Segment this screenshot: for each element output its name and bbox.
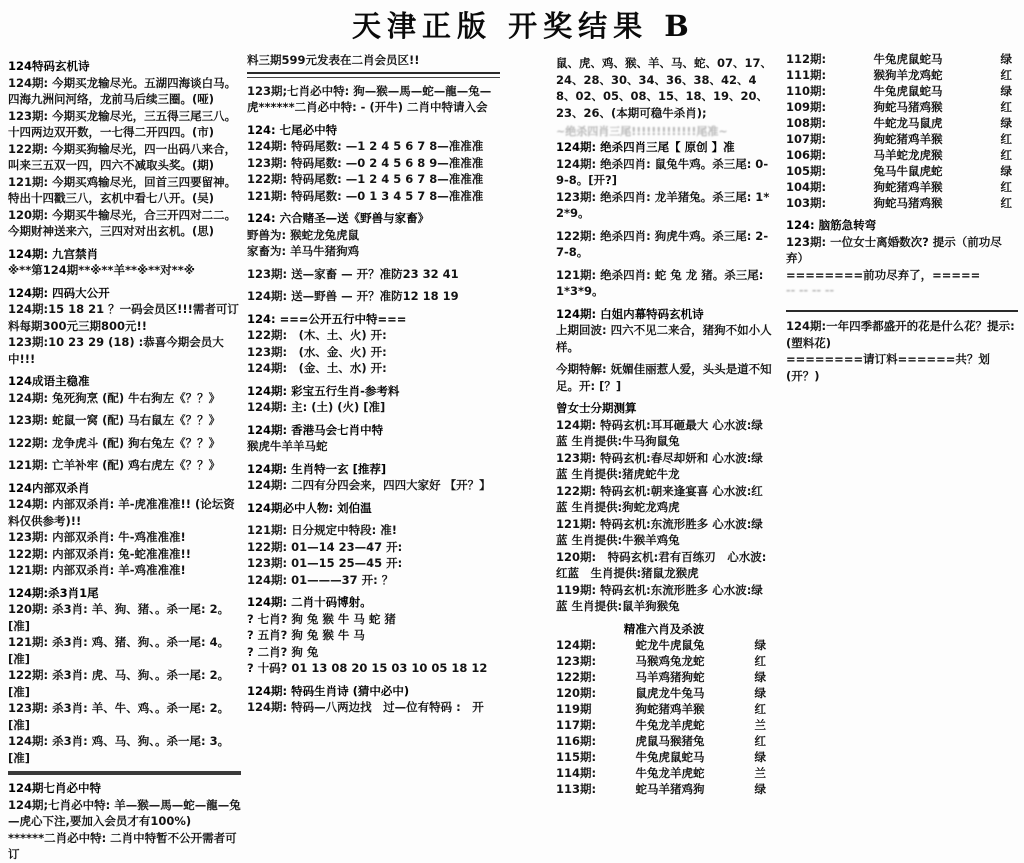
wave-color: 红	[754, 701, 766, 716]
section-header: 124: ===公开五行中特===	[247, 311, 407, 326]
zodiac-set: 牛兔虎鼠蛇马	[873, 52, 943, 66]
section-header: 124期:杀3肖1尾	[8, 585, 99, 600]
zodiac-set: 蛇龙牛虎鼠兔	[635, 637, 705, 652]
text-line: 123期: 01—15 25—45 开:	[247, 556, 403, 570]
wave-color: 绿	[1000, 84, 1012, 98]
text-line: 124期: 绝杀四肖: 鼠兔牛鸡。杀三尾: 0-9-8。[开?]	[556, 156, 769, 187]
period-label: 120期:	[556, 685, 597, 700]
text-line: 124期: 杀3肖: 鸡、马、狗、。杀一尾: 3。[准]	[8, 734, 230, 765]
zodiac-history-row	[786, 147, 1018, 163]
text-line: 121期: 特码尾数: —0 1 3 4 5 7 8—准准准	[247, 188, 484, 203]
zodiac-set: 虎鼠马猴猪兔	[635, 733, 705, 748]
text-line: 122期: 绝杀四肖: 狗虎牛鸡。杀三尾: 2-7-8。	[556, 228, 769, 259]
text-line: 121期: 日分规定中特段: 准!	[247, 523, 397, 537]
column-tail-predictions	[247, 52, 500, 716]
zodiac-set: 马猴鸡兔龙蛇	[635, 653, 705, 668]
text-line: ? 二肖? 狗 兔	[247, 644, 319, 659]
period-label: 110期:	[786, 84, 827, 98]
text-line: 123期;七肖必中特: 狗—猴—馬—蛇—龍—兔—虎******二肖必中特: - (开牛) 二肖中特请入会	[247, 83, 492, 114]
wave-color: 红	[1000, 196, 1012, 210]
text-line: 121期: 今期买鸡输尽光，回首三四要留神。特出十四戳三八，玄机中看七八开。(吴)	[8, 174, 237, 205]
section-header: 124: 脑筋急转弯	[786, 218, 877, 232]
wave-color: 红	[1000, 148, 1012, 162]
wave-color: 红	[754, 653, 766, 668]
text-line: 122期: 特码尾数: —1 2 4 5 6 7 8—准准准	[247, 172, 484, 186]
text-line: 123期: 今期买龙输尽光，三五得三尾三八。十四两边双开数，一七得二开四四。(市)	[8, 108, 237, 139]
text-line: 124期:15 18 21 ？一码会员区!!!需者可订料每期300元三期800元!!	[8, 302, 239, 333]
text-line: 122期: 龙争虎斗 (配) 狗右兔左《？？》	[8, 435, 221, 450]
section-header: 124期: 四码大公开	[8, 285, 110, 300]
text-line: 124期: 特码—八两边找 过—位有特码 : 开	[247, 700, 484, 714]
text-line: 123期: 内部双杀肖: 牛-鸡准准准!	[8, 530, 186, 544]
zodiac-history-row	[786, 99, 1018, 115]
wave-color: 绿	[754, 781, 766, 796]
zodiac-set: 狗蛇猪鸡羊猴	[873, 132, 943, 146]
section-header: 124期: 九宫禁肖	[8, 246, 99, 261]
section-header: 124期: 香港马会七肖中特	[247, 422, 384, 437]
zodiac-history-row	[786, 195, 1018, 211]
period-label: 115期:	[556, 749, 597, 764]
double-divider	[247, 72, 500, 78]
zodiac-history-row	[556, 733, 772, 749]
period-label: 111期:	[786, 68, 827, 82]
text-line: 122期: 今期买狗输尽光，四一出码八来合，叫来三五双一四，四六不减取头奖。(期)	[8, 141, 237, 172]
period-label: 104期:	[786, 180, 827, 194]
section-header: 124期: 二肖十码博射。	[247, 595, 372, 609]
wave-color: 绿	[754, 749, 766, 764]
zodiac-set: 狗蛇马猪鸡猴	[873, 196, 943, 210]
text-line: 鼠、虎、鸡、猴、羊、马、蛇、07、17、24、28、30、34、36、38、42、48、02、05、08、15、18、19、20、23、26、(本期可稳牛杀肖);	[556, 56, 773, 120]
section-header: 124: 七尾必中特	[247, 122, 338, 137]
period-label: 113期:	[556, 781, 597, 796]
zodiac-history-row	[556, 765, 772, 781]
text-line: 124期;七肖必中特: 羊—猴—馬—蛇—龍—兔—虎心下注,要加入会员才有100%)	[8, 797, 241, 828]
text-line: ========前功尽弃了，=====	[786, 267, 981, 282]
section-header: 124期: 特码生肖诗 (猜中必中)	[247, 683, 410, 698]
text-line: 家畜为: 羊马牛猪狗鸡	[247, 244, 360, 258]
period-label: 103期:	[786, 196, 827, 210]
section-header: 曾女士分期测算	[556, 401, 637, 415]
period-label: 112期:	[786, 52, 827, 66]
section-header: 124期: 生肖特一玄 [推荐]	[247, 461, 387, 476]
wave-color: 绿	[754, 669, 766, 684]
text-line: 123期: (水、金、火) 开:	[247, 344, 387, 359]
text-line: 123期: 蛇鼠一窝 (配) 马右鼠左《？？》	[8, 413, 221, 427]
text-line: 123期: 送—家畜 — 开？准防23 32 41	[247, 266, 459, 281]
section-header: 124期必中人物: 刘伯温	[247, 500, 372, 515]
text-line: ※**第124期**※**羊**※**对**※	[8, 263, 195, 277]
text-line: 124期: 二四有分四会来，四四大家好 【开？】	[247, 478, 491, 492]
text-line: 124期:一年四季都盛开的花是什么花？提示:(塑料花)	[786, 319, 1015, 350]
wave-color: 绿	[754, 685, 766, 700]
text-line: 123期:10 23 29 (18) :恭喜今期会员大中!!!	[8, 335, 224, 366]
section-header: 124期七肖必中特	[8, 781, 102, 795]
text-line: 122期: 特码玄机:朝来逢宴喜 心水波:红蓝 生肖提供:狗蛇龙鸡虎	[556, 483, 763, 514]
smudged-text-line: ~绝杀四肖三尾!!!!!!!!!!!!!尾准~	[556, 125, 728, 138]
zodiac-set: 牛兔龙羊虎蛇	[635, 717, 705, 732]
zodiac-history-row	[556, 781, 772, 797]
text-line: 124期: 内部双杀肖: 羊-虎准准准!! (论坛资料仅供参考)!!	[8, 497, 235, 528]
text-line: ******二肖必中特: 二肖中特暂不公开需者可订	[8, 830, 237, 861]
text-line: 123期: 绝杀四肖: 龙羊猪兔。杀三尾: 1*2*9。	[556, 189, 770, 220]
spacer	[786, 298, 1018, 304]
text-line: ========请订料======共？划 (开？)	[786, 352, 990, 383]
text-line: 121期: 内部双杀肖: 羊-鸡准准准!	[8, 563, 186, 577]
zodiac-set: 狗蛇猪鸡羊猴	[635, 701, 705, 716]
zodiac-history-row	[786, 179, 1018, 195]
period-label: 108期:	[786, 116, 827, 130]
text-line: 124期: 01———37 开: ？	[247, 572, 394, 587]
period-label: 119期	[556, 701, 592, 716]
zodiac-set: 兔马牛鼠虎蛇	[873, 164, 943, 178]
text-line: 124期: 主: (土) (火) [准]	[247, 400, 386, 414]
period-label: 109期:	[786, 100, 827, 114]
zodiac-history-row	[786, 131, 1018, 147]
zodiac-history-row	[556, 669, 772, 685]
wave-color: 红	[1000, 100, 1012, 114]
zodiac-history-row	[786, 51, 1018, 67]
text-line: 121期: 绝杀四肖: 蛇 兔 龙 猪。杀三尾: 1*3*9。	[556, 267, 764, 298]
wave-color: 红	[754, 733, 766, 748]
zodiac-history-row	[556, 749, 772, 765]
text-line: 122期: 杀3肖: 虎、马、狗、。杀一尾: 2。[准]	[8, 668, 230, 699]
zodiac-history-row	[556, 717, 772, 733]
text-line: 124期: 特码玄机:耳耳砸最大 心水波:绿蓝 生肖提供:牛马狗鼠兔	[556, 417, 763, 448]
text-line: ? 十码? 01 13 08 20 15 03 10 05 18 12	[247, 661, 488, 675]
zodiac-set: 牛蛇龙马鼠虎	[873, 116, 943, 130]
text-line: 野兽为: 猴蛇龙兔虎鼠	[247, 227, 360, 242]
period-label: 116期:	[556, 733, 597, 748]
text-line: 124期: (金、土、水) 开:	[247, 361, 387, 375]
zodiac-set: 鼠虎龙牛兔马	[635, 685, 705, 700]
zodiac-history-row	[786, 83, 1018, 99]
zodiac-set: 蛇马羊猪鸡狗	[635, 781, 705, 796]
table-title: 精准六肖及杀波	[623, 621, 705, 636]
section-header: 124: 六合赌圣—送《野兽与家畜》	[247, 211, 430, 225]
text-line: 122期: 内部双杀肖: 兔-蛇准准准!!	[8, 546, 191, 561]
period-label: 124期:	[556, 637, 597, 652]
zodiac-history-row	[556, 701, 772, 717]
thin-divider	[786, 310, 1018, 312]
zodiac-set: 狗蛇马猪鸡猴	[873, 100, 943, 114]
section-header: 124成语主稳准	[8, 374, 90, 388]
column-six-zodiac-history	[786, 51, 1018, 384]
text-line: ? 七肖? 狗 兔 猴 牛 马 蛇 猪	[247, 611, 396, 626]
text-line: 猴虎牛羊羊马蛇	[247, 439, 328, 453]
zodiac-set: 狗蛇猪鸡羊猴	[873, 180, 943, 194]
text-line: 124期: 特码尾数: —1 2 4 5 6 7 8—准准准	[247, 139, 484, 153]
zodiac-history-row	[786, 67, 1018, 83]
period-label: 114期:	[556, 765, 597, 780]
text-line: 123期: 杀3肖: 羊、牛、鸡、。杀一尾: 2。[准]	[8, 701, 230, 732]
period-label: 105期:	[786, 164, 827, 178]
text-line: 124期: 送—野兽 — 开？准防12 18 19	[247, 289, 459, 303]
wave-color: 绿	[1000, 116, 1012, 130]
wave-color: 绿	[1000, 52, 1012, 66]
text-line: 122期: 01—14 23—47 开:	[247, 539, 403, 554]
smudged-text-line: -- -- -- --	[786, 284, 835, 297]
section-header: 124期: 白姐内幕特码玄机诗	[556, 306, 704, 321]
text-line: 124期: 今期买龙输尽光。五湖四海谈白马。四海九洲问河络，龙前马后续三圈。(哑)	[8, 75, 237, 106]
text-line: 上期回波: 四六不见二来合，猪狗不如小人样。	[556, 323, 772, 354]
section-header: 124内部双杀肖	[8, 480, 90, 495]
section-header: 124特码玄机诗	[8, 59, 90, 73]
zodiac-set: 牛兔虎鼠蛇马	[635, 749, 705, 764]
wave-color: 兰	[754, 717, 766, 732]
wave-color: 红	[1000, 180, 1012, 194]
text-line: 123期: 一位女士离婚数次? 提示（前功尽弃）	[786, 234, 1002, 265]
text-line: 今期特解: 妩媚佳丽惹人爱，头头是道不知足。开: [？]	[556, 362, 772, 393]
text-line: 119期: 特码玄机:东流形胜多 心水波:绿蓝 生肖提供:鼠羊狗猴兔	[556, 582, 763, 613]
period-label: 106期:	[786, 148, 827, 162]
period-label: 107期:	[786, 132, 827, 146]
text-line: 120期: 杀3肖: 羊、狗、猪、。杀一尾: 2。[准]	[8, 602, 230, 633]
text-line: 123期: 特码尾数: —0 2 4 5 6 8 9—准准准	[247, 155, 484, 170]
text-line: 121期: 特码玄机:东流形胜多 心水波:绿蓝 生肖提供:牛猴羊鸡兔	[556, 516, 763, 547]
text-line: 121期: 亡羊补牢 (配) 鸡右虎左《？？》	[8, 458, 221, 472]
thick-divider	[8, 771, 241, 775]
text-line: 122期: (木、土、火) 开:	[247, 328, 387, 342]
text-line: 120期: 特码玄机:君有百练刃 心水波:红蓝 生肖提供:猪鼠龙猴虎	[556, 549, 767, 580]
text-line: ? 五肖? 狗 兔 猴 牛 马	[247, 628, 365, 642]
zodiac-set: 猴狗羊龙鸡蛇	[873, 68, 943, 82]
text-line: 121期: 杀3肖: 鸡、猪、狗、。杀一尾: 4。[准]	[8, 635, 230, 666]
wave-color: 红	[1000, 68, 1012, 82]
text-line: 料三期599元发表在二肖会员区!!	[247, 53, 420, 67]
wave-color: 红	[1000, 132, 1012, 146]
period-label: 123期:	[556, 653, 597, 668]
column-lottery-poems	[8, 58, 241, 863]
zodiac-set: 马羊蛇龙虎猴	[873, 148, 943, 162]
zodiac-set: 牛兔龙羊虎蛇	[635, 765, 705, 780]
zodiac-history-row	[556, 637, 772, 653]
zodiac-history-row	[786, 163, 1018, 179]
zodiac-history-row	[786, 115, 1018, 131]
text-line: 120期: 今期买牛输尽光，合三开四对二二。今期财神送来六，三四对对出玄机。(思)	[8, 207, 237, 238]
page-title: 天津正版 开奖结果 B	[352, 9, 695, 43]
text-line: 123期: 特码玄机:春尽却妍和 心水波:绿蓝 生肖提供:猪虎蛇牛龙	[556, 450, 763, 481]
zodiac-set: 牛兔虎鼠蛇马	[873, 84, 943, 98]
wave-color: 绿	[1000, 164, 1012, 178]
section-header: 124期: 绝杀四肖三尾【 原创 】准	[556, 140, 735, 154]
zodiac-set: 马羊鸡猪狗蛇	[635, 669, 705, 684]
section-header: 124期: 彩宝五行生肖-参考料	[247, 383, 400, 398]
wave-color: 绿	[754, 637, 766, 652]
column-kill-zodiac	[556, 55, 772, 797]
period-label: 117期:	[556, 717, 597, 732]
period-label: 122期:	[556, 669, 597, 684]
text-line: 124期: 兔死狗烹 (配) 牛右狗左《？？》	[8, 390, 221, 405]
zodiac-history-row	[556, 685, 772, 701]
zodiac-history-row	[556, 653, 772, 669]
wave-color: 兰	[754, 765, 766, 780]
